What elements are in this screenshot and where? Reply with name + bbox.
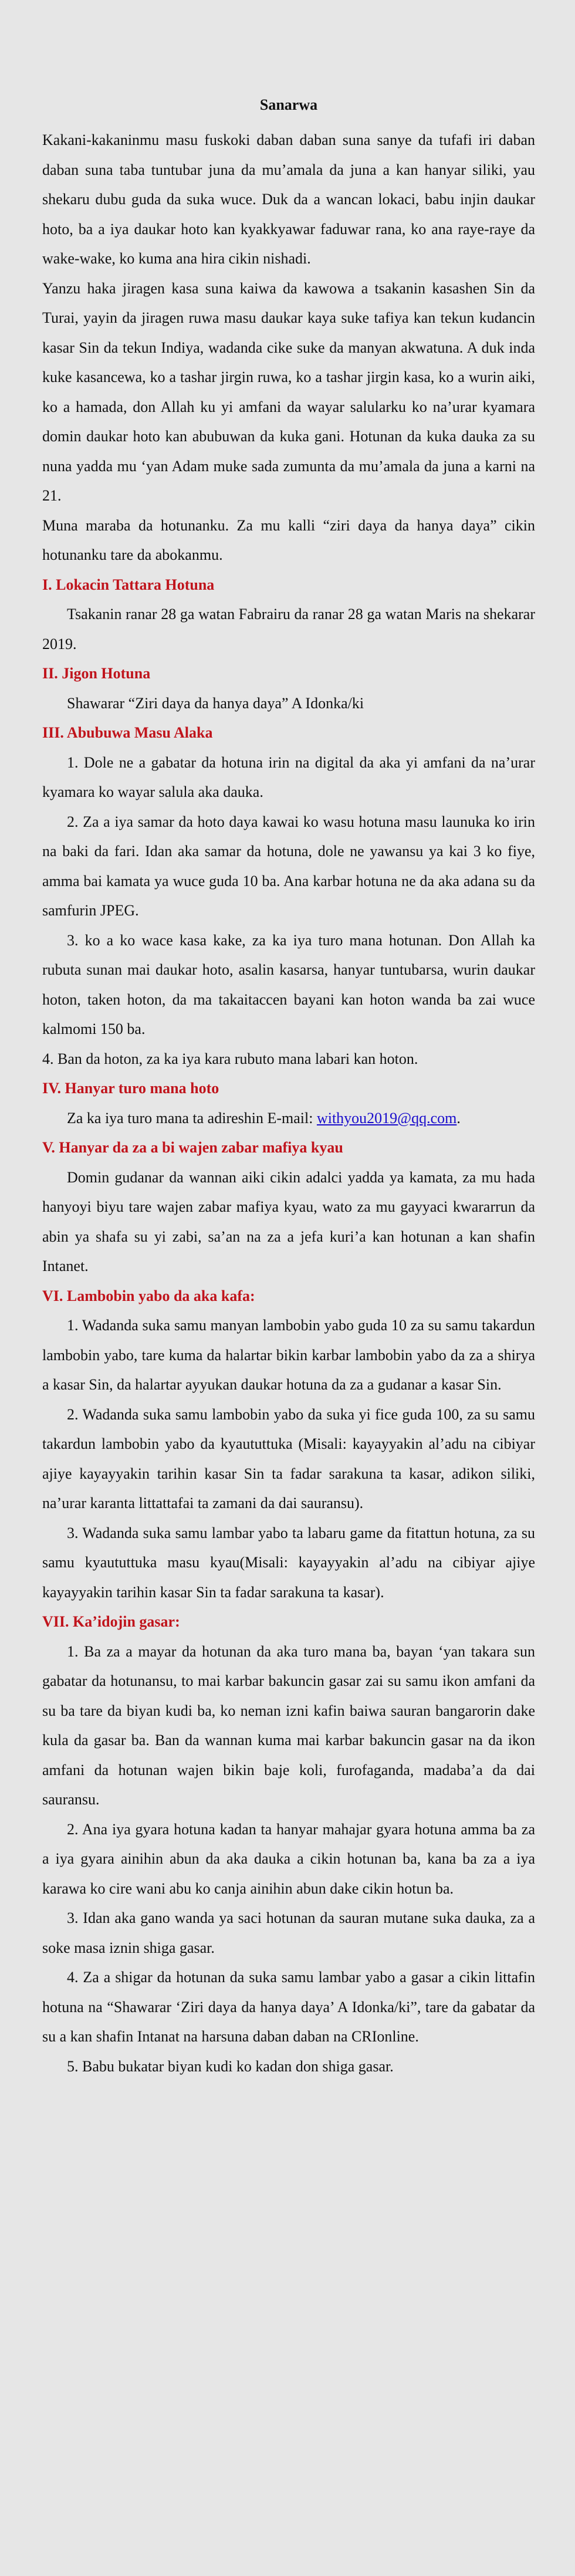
submission-paragraph — [42, 1104, 535, 1134]
page-title: Sanarwa — [259, 96, 318, 113]
rule-item: 4. Za a shigar da hotunan da suka samu lambar yabo a gasar a cikin littafin hotuna na “Shawarar ‘Ziri daya da hanya daya’ A Idonka/ki”, tare da gabatar da su a kan shafin Intanat na harsuna daban daban na CRIonline. — [42, 1969, 535, 2045]
section-heading: V. Hanyar da za a bi wajen zabar mafiya kyau — [42, 1139, 343, 1156]
requirement-item: 1. Dole ne a gabatar da hotuna irin na digital da aka yi amfani da na’urar kyamara ko wayar salula aka dauka. — [42, 753, 535, 800]
award-item: 3. Wadanda suka samu lambar yabo ta labaru game da fitattun hotuna, za su samu kyaututtuka masu kyau(Misali: kayayyakin al’adu na cibiyar ajiye kayayyakin tarihin kasar Sin ta fadar sarakuna ta kasar). — [42, 1524, 535, 1601]
rule-item: 3. Idan aka gano wanda ya saci hotunan da sauran mutane suka dauka, za a soke masa iznin shiga gasar. — [42, 1909, 535, 1956]
section-paragraph: Tsakanin ranar 28 ga watan Fabrairu da ranar 28 ga watan Maris na shekarar 2019. — [42, 606, 535, 653]
submission-text: Za ka iya turo mana ta adireshin E-mail: — [67, 1109, 317, 1127]
intro-paragraph-3: Muna maraba da hotunanku. Za mu kalli “ziri daya da hanya daya” cikin hotunanku tare da abokanmu. — [42, 516, 535, 563]
section-heading: VI. Lambobin yabo da aka kafa: — [42, 1287, 255, 1304]
requirement-item: 2. Za a iya samar da hoto daya kawai ko wasu hotuna masu launuka ko irin na baki da fari. Idan aka samar da hotuna, dole ne yawansu ya kai 3 ko fiye, amma bai kamata ya wuce guda 10 ba. Ana karbar hotuna ne da aka adana su da samfurin JPEG. — [42, 813, 535, 919]
rule-item: 1. Ba za a mayar da hotunan da aka turo mana ba, bayan ‘yan takara sun gabatar da hotunansu, to mai karbar bakuncin gasar zai su samu ikon amfani da su ba tare da biyan kudi ba, ko neman izni kafin baiwa sauran bangarorin dake kula da gasar ba. Ban da wannan kuma mai karbar bakuncin gasar na da ikon amfani da hotunan wajen bikin baje koli, furofaganda, madaba’a da dai sauransu. — [42, 1642, 535, 1808]
section-paragraph: Shawarar “Ziri daya da hanya daya” A Idonka/ki — [67, 694, 364, 712]
section-awards — [42, 1282, 535, 1608]
award-item: 1. Wadanda suka samu manyan lambobin yabo guda 10 za su samu takardun lambobin yabo, tare kuma da halartar bikin karbar lambobin yabo da za a shirya a kasar Sin, da halartar ayyukan daukar hotuna da za a gudanar a kasar Sin. — [42, 1317, 535, 1393]
submission-period: . — [456, 1109, 461, 1127]
intro-paragraph-2: Yanzu haka jiragen kasa suna kaiwa da kawowa a tsakanin kasashen Sin da Turai, yayin da jiragen ruwa masu daukar kaya suke tafiya kan tekun kudancin kasar Sin da tekun Indiya, wadanda cike suke da manyan akwatuna. A duk inda kuke kasancewa, ko a tashar jirgin ruwa, ko a tashar jirgin kasa, ko a wurin aiki, ko a hamada, don Allah ku yi amfani da wayar salularku ko na’urar kyamara domin daukar hoto kan abubuwan da kuka gani. Hotunan da kuka dauka za su nuna yadda mu ‘yan Adam muke sada zumunta da mu’amala da juna a karni na 21. — [42, 279, 535, 504]
section-heading: III. Abubuwa Masu Alaka — [42, 724, 213, 741]
section-selection — [42, 1133, 535, 1282]
section-paragraph: Domin gudanar da wannan aiki cikin adalci yadda ya kamata, za mu hada hanyoyi biyu tare wajen zabar mafiya kyau, wato za mu gayyaci kwararrun da abin ya shafa su yi zabi, sa’an na za a jefa kuri’a kan hotunan a kan shafin Intanet. — [42, 1168, 535, 1275]
intro-paragraph-1: Kakani-kakaninmu masu fuskoki daban daban suna sanye da tufafi iri daban daban suna taba tuntubar juna da mu’amala da juna a kan hanyar siliki, yau shekaru dubu guda da suka wuce. Duk da a wancan lokaci, babu injin daukar hoto, ba a iya daukar hoto kan kyakkyawar faduwar rana, ko ana raye-raye da wake-wake, ko kuma ana hira cikin nishadi. — [42, 131, 535, 267]
section-heading: II. Jigon Hotuna — [42, 665, 151, 682]
section-collection-period — [42, 570, 535, 660]
award-item: 2. Wadanda suka samu lambobin yabo da suka yi fice guda 100, za su samu takardun lambobin yabo da kyaututtuka (Misali: kayayyakin al’adu na cibiyar ajiye kayayyakin tarihin kasar Sin ta fadar sarakuna ta kasar, adikon siliki, na’urar karanta littattafai ta zamani da dai sauransu). — [42, 1405, 535, 1512]
rule-item: 2. Ana iya gyara hotuna kadan ta hanyar mahajar gyara hotuna amma ba za a iya gyara ainihin abun da aka dauka a cikin hotunan ba, kana ba za a iya karawa ko cire wani abu ko canja ainihin abun dake cikin hotun ba. — [42, 1820, 535, 1897]
section-heading: VII. Ka’idojin gasar: — [42, 1613, 180, 1630]
section-theme — [42, 659, 535, 718]
section-rules — [42, 1607, 535, 2081]
section-heading: I. Lokacin Tattara Hotuna — [42, 576, 215, 593]
section-heading: IV. Hanyar turo mana hoto — [42, 1080, 219, 1097]
section-requirements — [42, 718, 535, 1074]
requirement-item: 4. Ban da hoton, za ka iya kara rubuto mana labari kan hoton. — [42, 1050, 418, 1067]
requirement-item: 3. ko a ko wace kasa kake, za ka iya turo mana hotunan. Don Allah ka rubuta sunan mai daukar hoto, asalin kasarsa, hanyar tuntubarsa, wurin daukar hoton, taken hoton, da ma takaitaccen bayani kan hoton wanda ba zai wuce kalmomi 150 ba. — [42, 931, 535, 1037]
section-submission — [42, 1074, 535, 1133]
rule-item: 5. Babu bukatar biyan kudi ko kadan don shiga gasar. — [67, 2057, 394, 2075]
email-link[interactable]: withyou2019@qq.com — [316, 1109, 457, 1127]
intro-section — [42, 126, 535, 570]
